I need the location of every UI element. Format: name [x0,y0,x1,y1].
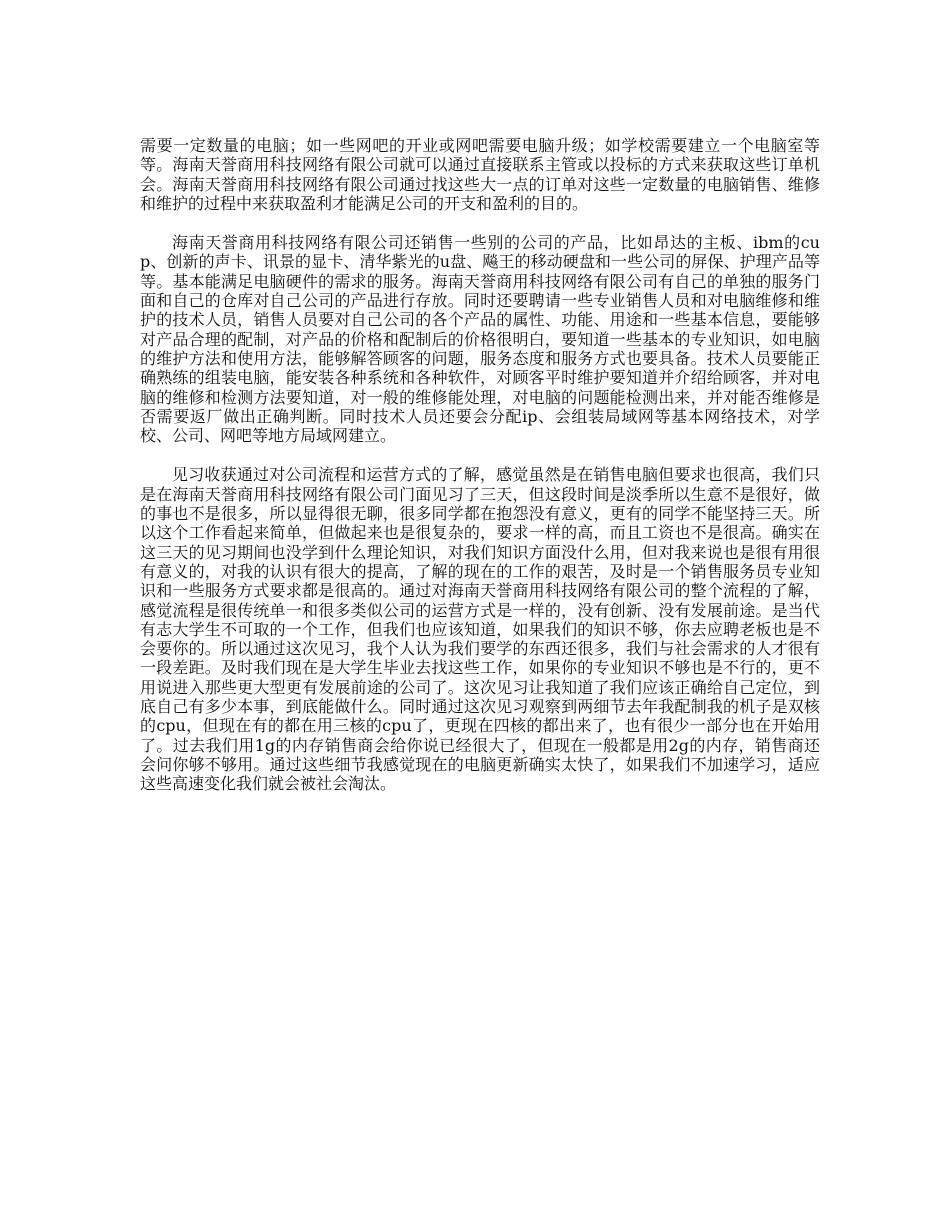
paragraph-3: 见习收获通过对公司流程和运营方式的了解，感觉虽然是在销售电脑但要求也很高，我们只是在海南天誉商用科技网络有限公司门面见习了三天，但这段时间是淡季所以生意不是很好，做的事也不是很多，所以显得很无聊，很多同学都在抱怨没有意义，更有的同学不能坚持三天。所以这个工作看起来简单，但做起来也是很复杂的，要求一样的高，而且工资也不是很高。确实在这三天的见习期间也没学到什么理论知识，对我们知识方面没什么用，但对我来说也是很有用很有意义的，对我的认识有很大的提高，了解的现在的工作的艰苦，及时是一个销售服务员专业知识和一些服务方式要求都是很高的。通过对海南天誉商用科技网络有限公司的整个流程的了解，感觉流程是很传统单一和很多类似公司的运营方式是一样的，没有创新、没有发展前途。是当代有志大学生不可取的一个工作，但我们也应该知道，如果我们的知识不够，你去应聘老板也是不会要你的。所以通过这次见习，我个人认为我们要学的东西还很多，我们与社会需求的人才很有一段差距。及时我们现在是大学生毕业去找这些工作，如果你的专业知识不够也是不行的，更不用说进入那些更大型更有发展前途的公司了。这次见习让我知道了我们应该正确给自己定位，到底自己有多少本事，到底能做什么。同时通过这次见习观察到两细节去年我配制我的机子是双核的cpu，但现在有的都在用三核的cpu了，更现在四核的都出来了，也有很少一部分也在开始用了。过去我们用1g的内存销售商会给你说已经很大了，但现在一般都是用2g的内存，销售商还会问你够不够用。通过这些细节我感觉现在的电脑更新确实太快了，如果我们不加速学习，适应这些高速变化我们就会被社会淘汰。 [140,465,820,794]
paragraph-1: 需要一定数量的电脑；如一些网吧的开业或网吧需要电脑升级；如学校需要建立一个电脑室等等。海南天誉商用科技网络有限公司就可以通过直接联系主管或以投标的方式来获取这些订单机会。海南天誉商用科技网络有限公司通过找这些大一点的订单对这些一定数量的电脑销售、维修和维护的过程中来获取盈利才能满足公司的开支和盈利的目的。 [140,136,820,213]
document-body [140,136,820,814]
paragraph-2: 海南天誉商用科技网络有限公司还销售一些别的公司的产品，比如昂达的主板、ibm的cup、创新的声卡、讯景的显卡、清华紫光的u盘、飚王的移动硬盘和一些公司的屏保、护理产品等等。基本能满足电脑硬件的需求的服务。海南天誉商用科技网络有限公司有自己的单独的服务门面和自己的仓库对自己公司的产品进行存放。同时还要聘请一些专业销售人员和对电脑维修和维护的技术人员，销售人员要对自己公司的各个产品的属性、功能、用途和一些基本信息，要能够对产品合理的配制，对产品的价格和配制后的价格很明白，要知道一些基本的专业知识，如电脑的维护方法和使用方法，能够解答顾客的问题，服务态度和服务方式也要具备。技术人员要能正确熟练的组装电脑，能安装各种系统和各种软件，对顾客平时维护要知道并介绍给顾客，并对电脑的维修和检测方法要知道，对一般的维修能处理，对电脑的问题能检测出来，并对能否维修是否需要返厂做出正确判断。同时技术人员还要会分配ip、会组装局域网等基本网络技术，对学校、公司、网吧等地方局域网建立。 [140,233,820,446]
